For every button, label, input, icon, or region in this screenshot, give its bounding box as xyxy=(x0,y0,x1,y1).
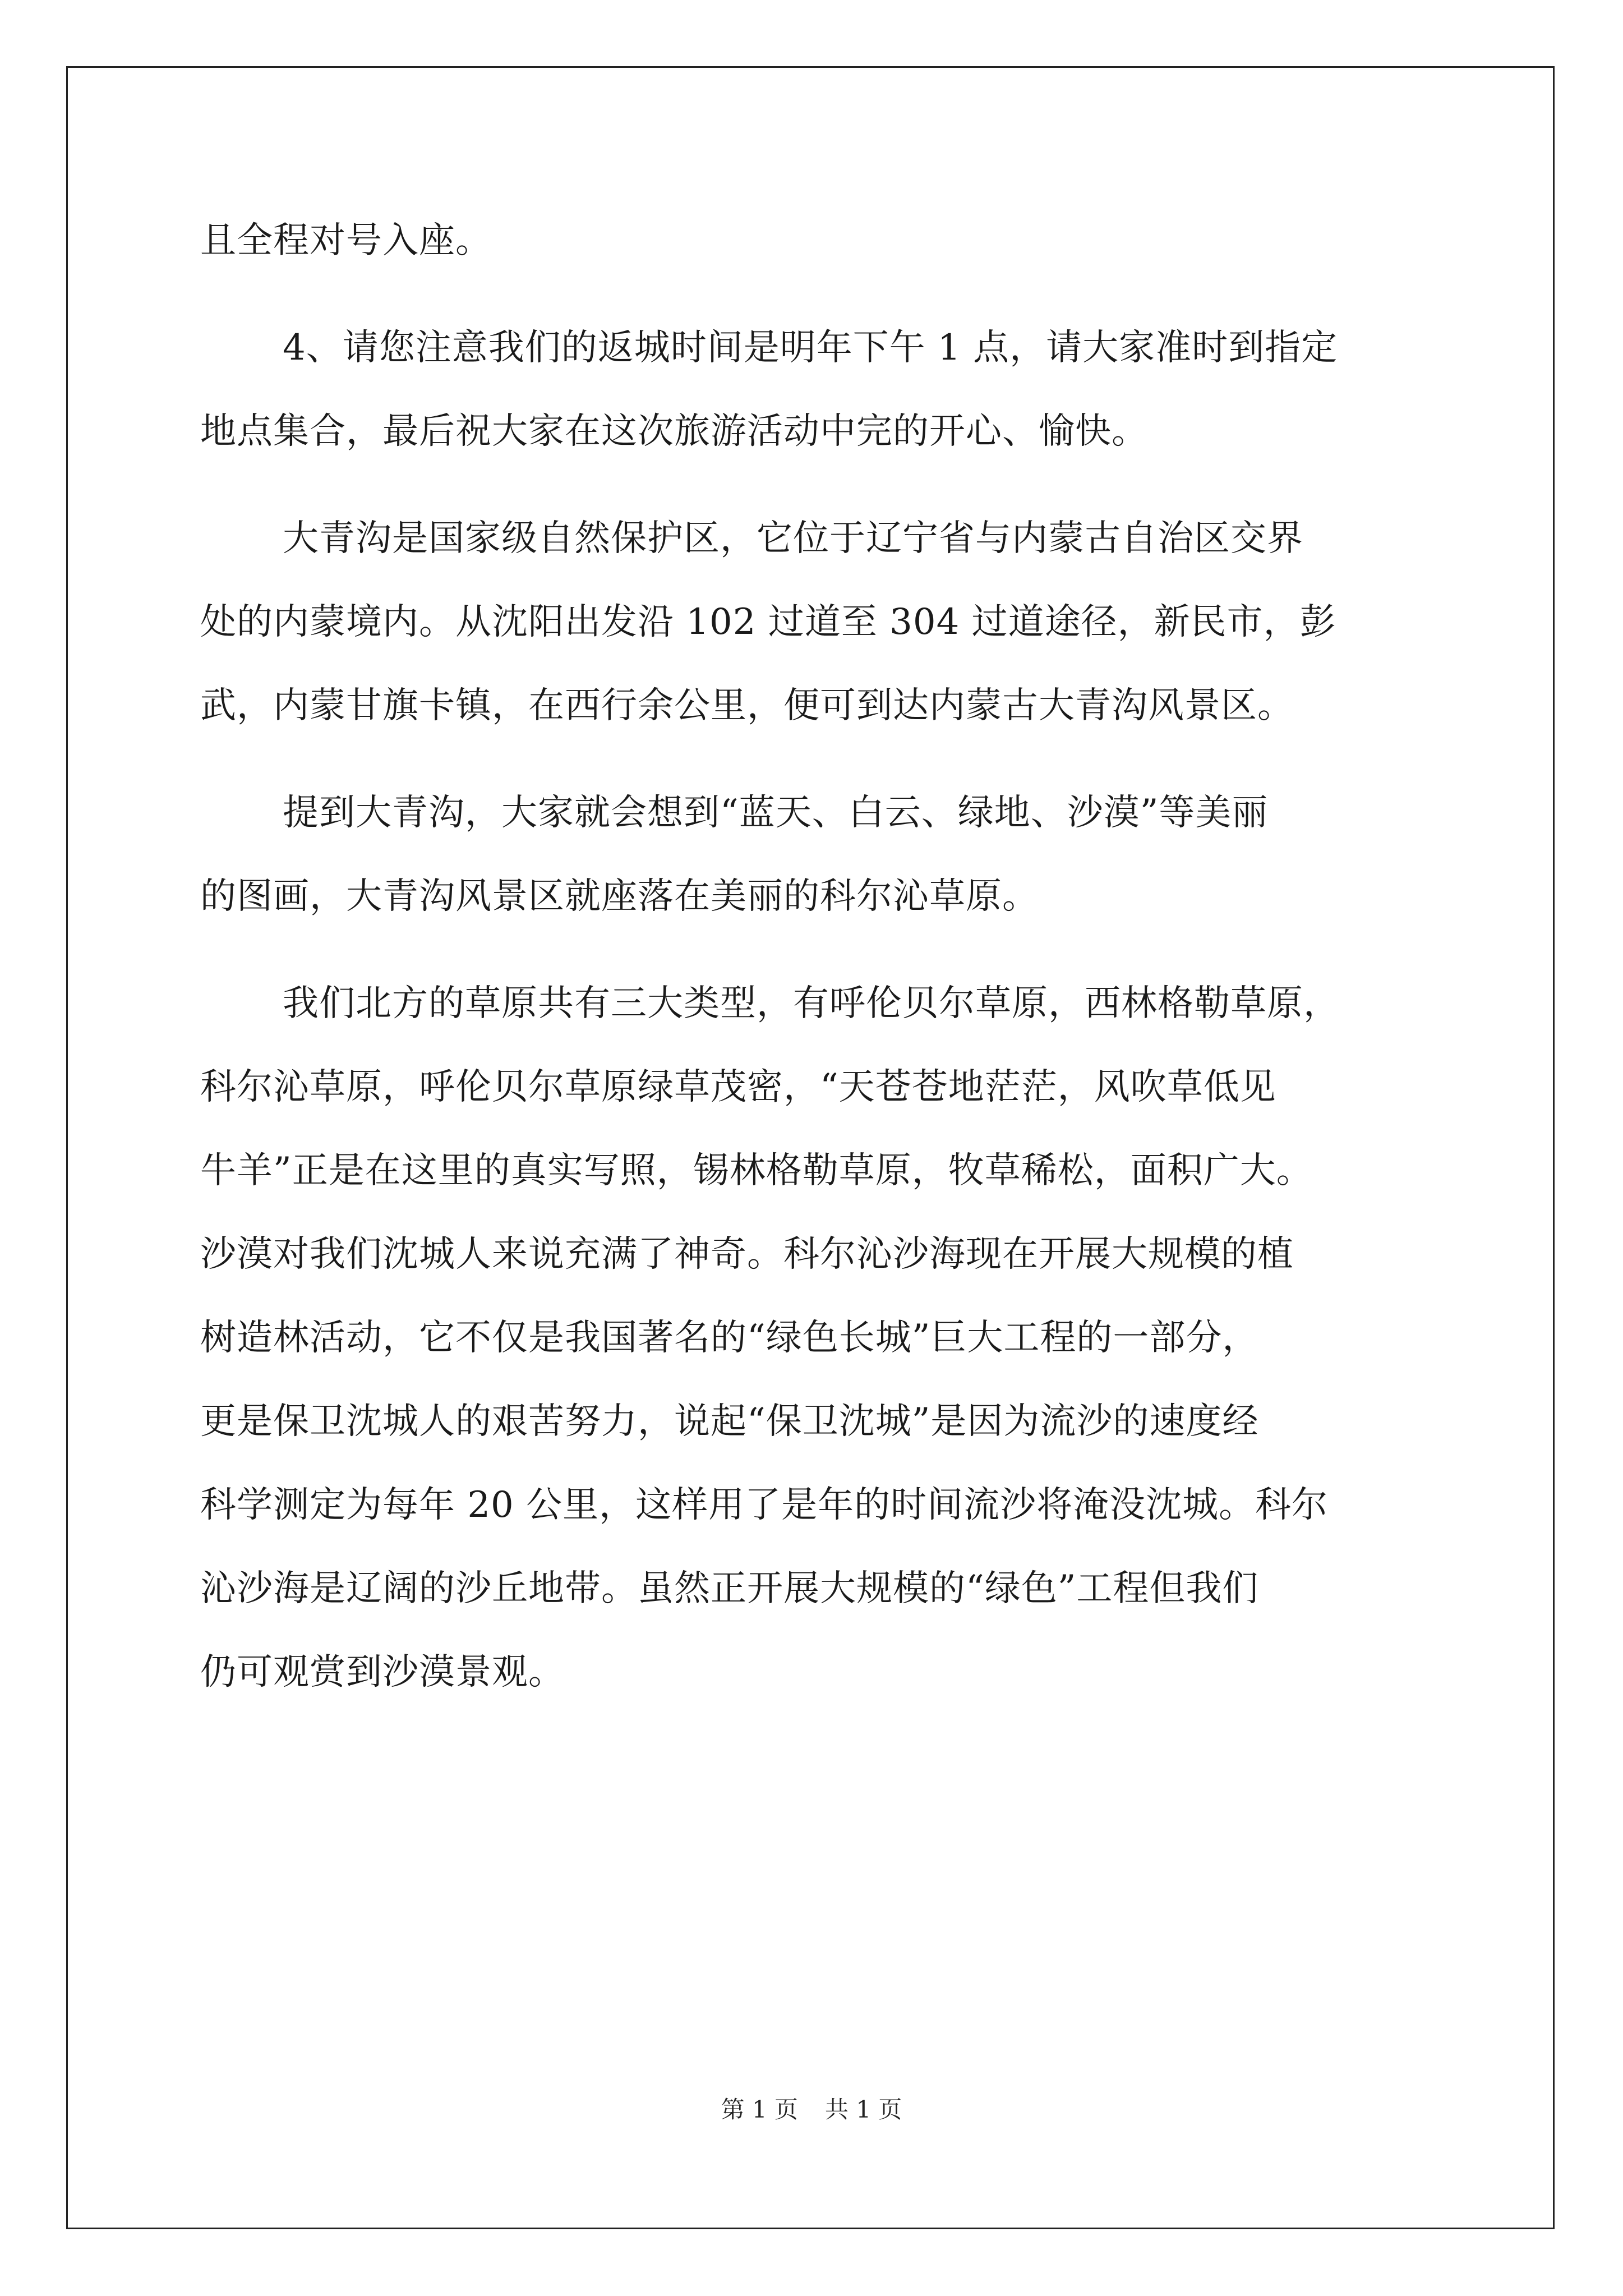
page-number: 第 1 页 xyxy=(721,2096,798,2123)
document-body xyxy=(200,199,1434,1714)
text-line: 且全程对号入座。 xyxy=(200,220,492,261)
text-line: 的图画，大青沟风景区就座落在美丽的科尔沁草原。 xyxy=(200,876,1039,917)
page-total: 共 1 页 xyxy=(825,2096,902,2123)
paragraph-first-line: 我们北方的草原共有三大类型，有呼伦贝尔草原，西林格勒草原， xyxy=(283,983,1340,1024)
paragraph-first-line: 4、请您注意我们的返城时间是明年下午 1 点，请大家准时到指定 xyxy=(283,327,1338,369)
page-footer xyxy=(0,2091,1623,2125)
text-line: 更是保卫沈城人的艰苦努力，说起“保卫沈城”是因为流沙的速度经 xyxy=(200,1401,1259,1442)
text-line: 科学测定为每年 20 公里，这样用了是年的时间流沙将淹没沈城。科尔 xyxy=(200,1484,1329,1526)
text-line: 地点集合，最后祝大家在这次旅游活动中完的开心、愉快。 xyxy=(200,411,1148,452)
text-line: 处的内蒙境内。从沈阳出发沿 102 过道至 304 过道途径，新民市，彭 xyxy=(200,601,1336,643)
text-line: 仍可观赏到沙漠景观。 xyxy=(200,1651,565,1693)
paragraph-first-line: 提到大青沟，大家就会想到“蓝天、白云、绿地、沙漠”等美丽 xyxy=(283,792,1269,834)
text-line: 沙漠对我们沈城人来说充满了神奇。科尔沁沙海现在开展大规模的植 xyxy=(200,1234,1294,1275)
text-line: 武，内蒙甘旗卡镇，在西行余公里，便可到达内蒙古大青沟风景区。 xyxy=(200,685,1294,726)
text-line: 牛羊”正是在这里的真实写照，锡林格勒草原，牧草稀松，面积广大。 xyxy=(200,1150,1313,1191)
paragraph-first-line: 大青沟是国家级自然保护区，它位于辽宁省与内蒙古自治区交界 xyxy=(283,518,1303,559)
text-line: 科尔沁草原，呼伦贝尔草原绿草茂密，“天苍苍地茫茫，风吹草低见 xyxy=(200,1066,1276,1108)
text-line: 树造林活动，它不仅是我国著名的“绿色长城”巨大工程的一部分， xyxy=(200,1317,1259,1359)
text-line: 沁沙海是辽阔的沙丘地带。虽然正开展大规模的“绿色”工程但我们 xyxy=(200,1568,1259,1609)
